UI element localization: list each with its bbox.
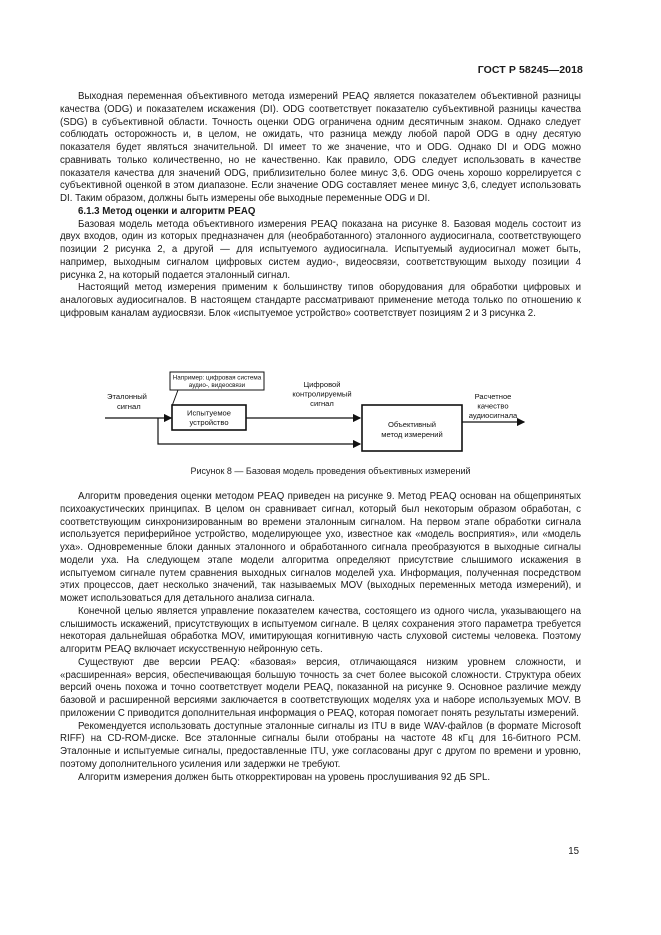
input-label-line1: Эталонный: [107, 392, 147, 401]
paragraph: Конечной целью является управление показателем качества, состоящего из одного числа, указывающего на слышимость искажений, присутствующих в испытуемом сигнале. В целях сохранения этого параметра требуется некоторая дальнейшая обработка MOV, имитирующая когнитивную часть слуховой системы человека. Поэтому алгоритм PEAQ включает искусственную нейронную сеть.: [60, 605, 581, 655]
paragraph: Выходная переменная объективного метода измерений PEAQ является показателем объективной разницы качества (ODG) и показателем искажения (DI). ODG соответствует показателю субъективной разницы качества (SDG) в субъективной области. Точность оценки ODG ограничена одним десятичным знаком. Однако следует соблюдать осторожность и, в целом, не ожидать, что разница между любой парой ODG в одну десятую показателя будет являться значительной. DI имеет то же значение, что и ODG. Однако DI и ODG можно сравнивать только количественно, но не качественно. Как правило, ODG следует использовать в качестве показателя качества для значений ODG, приблизительно более минус 3,6. ODG очень хорошо коррелируется с субъективной оценкой в этом диапазоне. Если значение ODG составляет менее минус 3,6, следует использовать DI. Таким образом, должны быть измерены обе выходные переменные ODG и DI.: [60, 91, 581, 204]
output-label-line1: Расчетное: [474, 392, 512, 401]
method-label-line2: метод измерений: [381, 430, 443, 439]
text-block-top: [60, 91, 581, 321]
note-pointer: [172, 390, 178, 406]
figure-8-diagram: [100, 368, 530, 460]
paragraph: Алгоритм измерения должен быть откорректирован на уровень прослушивания 92 дБ SPL.: [78, 771, 491, 783]
example-note-line2: аудио-, видеосвязи: [188, 382, 246, 389]
paragraph: Базовая модель метода объективного измерения PEAQ показана на рисунке 8. Базовая модель состоит из двух входов, один из которых предназначен для (необработанного) эталонного аудиосигнала, соответствующего позиции 2 рисунка 2, а другой — для испытуемого аудиосигнала. Испытуемый аудиосигнал может быть, например, выходным сигналом цифровых систем аудио-, видеосвязи, соответствующим выходу позиции 4 рисунка 2, на который подается эталонный сигнал.: [60, 218, 581, 281]
page-number: 15: [568, 846, 579, 857]
figure-caption: Рисунок 8 — Базовая модель проведения объективных измерений: [190, 466, 471, 476]
paragraph: Рекомендуется использовать доступные эталонные сигналы из ITU в виде WAV-файлов (в формате Microsoft RIFF) на CD-ROM-диске. Все эталонные сигналы были отобраны на частоте 48 кГц для 16-битного PCM. Эталонные и испытуемые сигналы, предоставленные ITU, уже согласованы друг с другом по времени и уровню, поэтому дополнительного усиления или задержки не требуют.: [60, 720, 581, 770]
example-note-line1: Например: цифровая система: [172, 374, 262, 382]
paragraph: Алгоритм проведения оценки методом PEAQ приведен на рисунке 9. Метод PEAQ основан на общепринятых психоакустических принципах. В целом он сравнивает сигнал, который был некоторым образом обработан, с соответствующим синхронизированным во времени эталонным сигналом. На первом этапе обработки сигнала используется периферийное устройство, моделирующее ухо, известное как «модель восприятия», или «модель уха». Одновременные блоки данных эталонного и обработанного сигнала преобразуются в выходные сигналы модели уха. На следующем этапе модели алгоритма определяют присутствие слышимого искажения в испытуемом сигнале путем сравнения выходных сигналов моделей уха. Информация, полученная посредством этих процессов, дает несколько значений, так называемых MOV (выходных переменных метода измерений), и может использоваться для детального анализа сигнала.: [60, 491, 581, 604]
text-block-bottom: [60, 491, 581, 784]
dut-label-line1: Испытуемое: [187, 408, 231, 418]
input-label-line2: сигнал: [117, 402, 141, 411]
digital-signal-line3: сигнал: [310, 399, 334, 408]
output-label-line2: качество: [477, 401, 509, 411]
dut-label-line2: устройство: [189, 418, 229, 427]
digital-signal-line1: Цифровой: [303, 380, 341, 389]
digital-signal-line2: контролируемый: [292, 389, 352, 399]
paragraph: Настоящий метод измерения применим к большинству типов оборудования для обработки цифровых и аналоговых аудиосигналов. В настоящем стандарте рассматривают применение метода только по отношению к цифровым каналам аудиосвязи. Блок «испытуемое устройство» соответствует позициям 2 и 3 рисунка 2.: [60, 282, 581, 319]
paragraph: Существуют две версии PEAQ: «базовая» версия, отличающаяся низким уровнем сложности, и «расширенная» версия, обеспечивающая большую точность за счет более высокой сложности. Структура обеих версий очень похожа и точно соответствует модели PEAQ, показанной на рисунке 9. Основное различие между базовой и расширенной версиями заключается в соответствующих моделях уха и наборе используемых MOV. В приложении С приводится дополнительная информация о PEAQ, которая помогает понять результаты измерений.: [60, 656, 581, 719]
standard-header: ГОСТ Р 58245—2018: [477, 64, 583, 76]
output-label-line3: аудиосигнала: [468, 411, 518, 420]
method-label-line1: Объективный: [387, 420, 437, 429]
section-heading: 6.1.3 Метод оценки и алгоритм PEAQ: [78, 205, 256, 217]
